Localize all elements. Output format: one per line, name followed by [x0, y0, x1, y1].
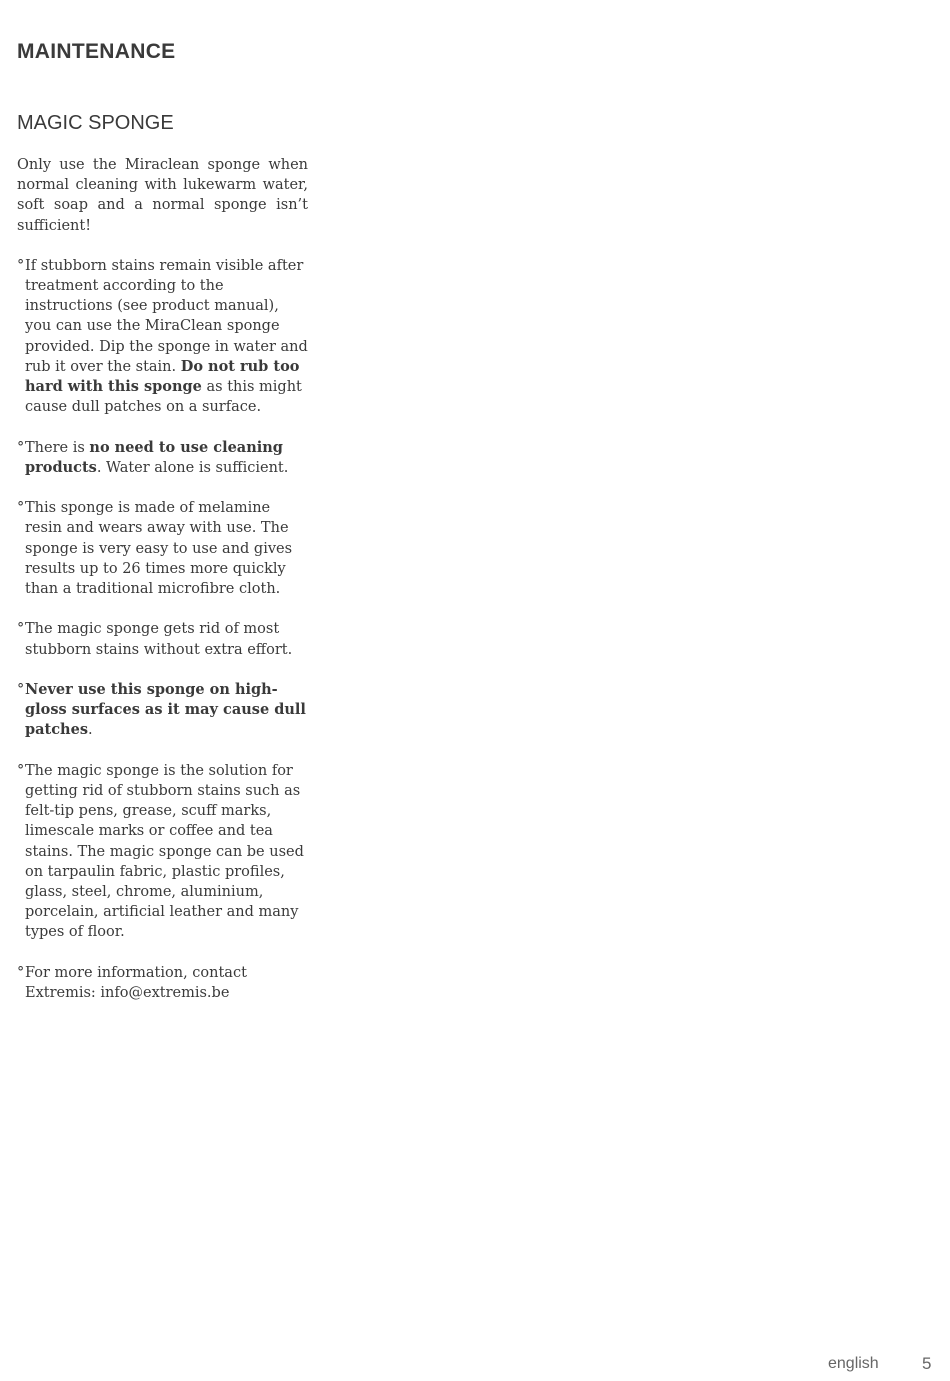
page-number: 5 — [922, 1354, 932, 1373]
intro-paragraph: Only use the Miraclean sponge when normal cleaning with lukewarm water, soft soap and a normal sponge isn’t sufficient! — [17, 157, 308, 234]
bullet-text: This sponge is made of melamine resin and wears away with use. The sponge is very easy to use and gives results up to 26 times more quickly than a traditional microfibre cloth. — [25, 500, 293, 598]
bullet-marker: ° — [17, 257, 25, 274]
section-title: MAGIC SPONGE — [17, 112, 174, 134]
bullet-text-end: as this might cause dull patches on a surface. — [25, 379, 302, 416]
list-item — [17, 619, 308, 659]
bullet-emphasis: Do not rub too hard with this sponge — [25, 357, 300, 396]
bullet-text: For more information, contact Extremis: info@extremis.be — [25, 964, 247, 1002]
bullet-text-end: . — [88, 722, 93, 739]
bullet-list — [17, 256, 308, 1003]
bullet-text: The magic sponge is the solution for getting rid of stubborn stains such as felt-tip pens, grease, scuff marks, limescale marks or coffee and tea stains. The magic sponge can be used on tarpaulin fabric, plastic profiles, glass, steel, chrome, aluminium, porcelain, artificial leather and many types of floor. — [25, 762, 304, 941]
list-item — [17, 498, 308, 599]
document-body — [17, 155, 308, 1023]
bullet-text: There is — [25, 439, 90, 456]
bullet-text: If stubborn stains remain visible after treatment according to the instructions (see product manual), you can use the MiraClean sponge provided. Dip the sponge in water and rub it over the stain. — [25, 257, 308, 375]
list-item — [17, 963, 308, 1003]
list-item — [17, 761, 308, 943]
page-title: MAINTENANCE — [17, 40, 176, 63]
list-item — [17, 438, 308, 478]
footer-language: english — [828, 1355, 879, 1372]
bullet-text-end: . Water alone is sufficient. — [96, 459, 289, 476]
bullet-marker: ° — [17, 762, 25, 779]
bullet-marker: ° — [17, 439, 25, 456]
bullet-text: The magic sponge gets rid of most stubborn stains without extra effort. — [25, 621, 293, 658]
list-item — [17, 680, 308, 741]
bullet-marker: ° — [17, 500, 25, 517]
bullet-marker: ° — [17, 964, 25, 981]
bullet-emphasis: no need to use cleaning products — [25, 438, 283, 476]
bullet-emphasis: Never use this sponge on high-gloss surfaces as it may cause dull patches — [25, 681, 306, 739]
bullet-marker: ° — [17, 682, 25, 699]
list-item — [17, 256, 308, 418]
bullet-marker: ° — [17, 621, 25, 638]
